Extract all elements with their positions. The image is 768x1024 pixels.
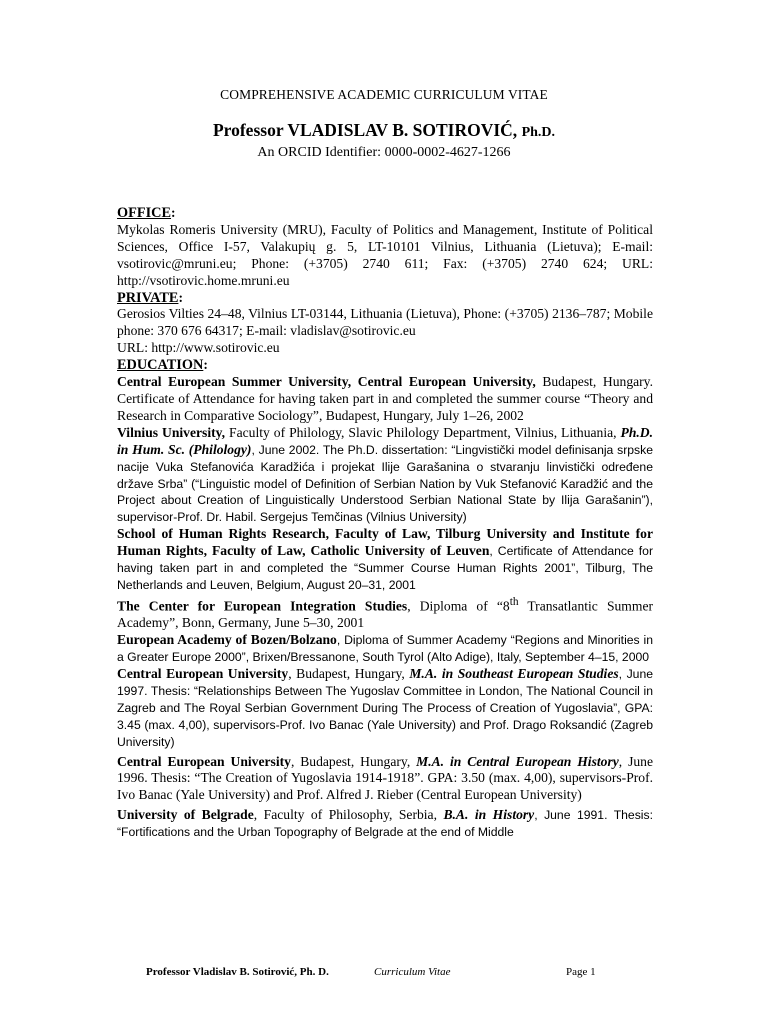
private-url: URL: http://www.sotirovic.eu [117, 340, 280, 356]
author-degree: Ph.D. [521, 125, 556, 140]
education-entry-ceu-summer: Central European Summer University, Central European University, Budapest, Hungary. Certificate of Attendance for having taken part in and completed the summer course “Theory and Research in Comparative Sociology”, Budapest, Hungary, July 1–26, 2002 [117, 374, 653, 423]
author-name [0, 120, 768, 141]
education-entry-vilnius: Vilnius University, Faculty of Philology, Slavic Philology Department, Vilnius, Lithuania, Ph.D. in Hum. Sc. (Philology), June 2002. The Ph.D. dissertation: “Lingvistički model definisanja srpske nacije Vuka Stefanovića Karadžića i projekat Ilije Garašanina o stvaranju linvistički određene države Srba” (“Linguistic model of Definition of Serbian Nation by Vuk Stefanović Karadžić and the Project about Creation of Linguistically Understood Serbian National State by Ilija Garašanin”), supervisor-Prof. Dr. Habil. Sergejus Temčinas (Vilnius University) [117, 424, 653, 525]
author-name-text: Professor VLADISLAV B. SOTIROVIĆ, [212, 120, 518, 140]
footer-page-number: Page 1 [566, 966, 596, 978]
footer-author: Professor Vladislav B. Sotirović, Ph. D. [146, 966, 329, 978]
cv-body [117, 205, 653, 841]
page-footer [146, 966, 606, 978]
private-details: Gerosios Vilties 24–48, Vilnius LT-03144, Lithuania (Lietuva), Phone: (+3705) 2136–787; Mobile phone: 370 676 64317; E-mail: vladislav@sotirovic.eu [117, 306, 653, 339]
education-entry-bozen: European Academy of Bozen/Bolzano, Diploma of Summer Academy “Regions and Minorities in a Greater Europe 2000”, Brixen/Bressanone, South Tyrol (Alto Adige), Italy, September 4–15, 2000 [117, 632, 654, 665]
education-heading: EDUCATION: [117, 357, 208, 374]
private-heading: PRIVATE: [117, 289, 183, 306]
footer-doc-type: Curriculum Vitae [374, 966, 451, 978]
orcid-identifier: An ORCID Identifier: 0000-0002-4627-1266 [257, 145, 511, 160]
education-entry-ceu-southeast: Central European University, Budapest, Hungary, M.A. in Southeast European Studies, June 1997. Thesis: “Relationships Between The Yugoslav Committee in London, The National Council in Zagreb and The Royal Serbian Government During The Process of Creation of Yugoslavia”, GPA: 3.45 (max. 4,00), supervisors-Prof. Ivo Banac (Yale University) and Prof. Drago Roksandić (Zagreb University) [117, 666, 654, 749]
education-entry-belgrade: University of Belgrade, Faculty of Philosophy, Serbia, B.A. in History, June 1991. Thesis: “Fortifications and the Urban Topography of Belgrade at the end of Middle [117, 807, 653, 840]
document-title: COMPREHENSIVE ACADEMIC CURRICULUM VITAE [220, 87, 548, 102]
office-details: Mykolas Romeris University (MRU), Faculty of Politics and Management, Institute of Political Sciences, Office I-57, Valakupių g. 5, LT-10101 Vilnius, Lithuania (Lietuva); E-mail: vsotirovic@mruni.eu; Phone: (+3705) 2740 611; Fax: (+3705) 2740 624; URL: http://vsotirovic.home.mruni.eu [117, 221, 653, 288]
education-entry-ceu-central: Central European University, Budapest, Hungary, M.A. in Central European History, June 1996. Thesis: “The Creation of Yugoslavia 1914-1918”. GPA: 3.50 (max. 4,00), supervisors-Prof. Ivo Banac (Yale University) and Prof. Alfred J. Rieber (Central European University) [117, 753, 654, 803]
education-entry-integration-studies: The Center for European Integration Studies, Diploma of “8th Transatlantic Summer Academy”, Bonn, Germany, June 5–30, 2001 [117, 595, 654, 631]
office-heading: OFFICE: [117, 205, 176, 221]
education-entry-tilburg-leuven: School of Human Rights Research, Faculty of Law, Tilburg University and Institute for Human Rights, Faculty of Law, Catholic University of Leuven, Certificate of Attendance for having taken part in and completed the “Summer Course Human Rights 2001”, Tilburg, The Netherlands and Leuven, Belgium, August 20–31, 2001 [117, 526, 654, 592]
